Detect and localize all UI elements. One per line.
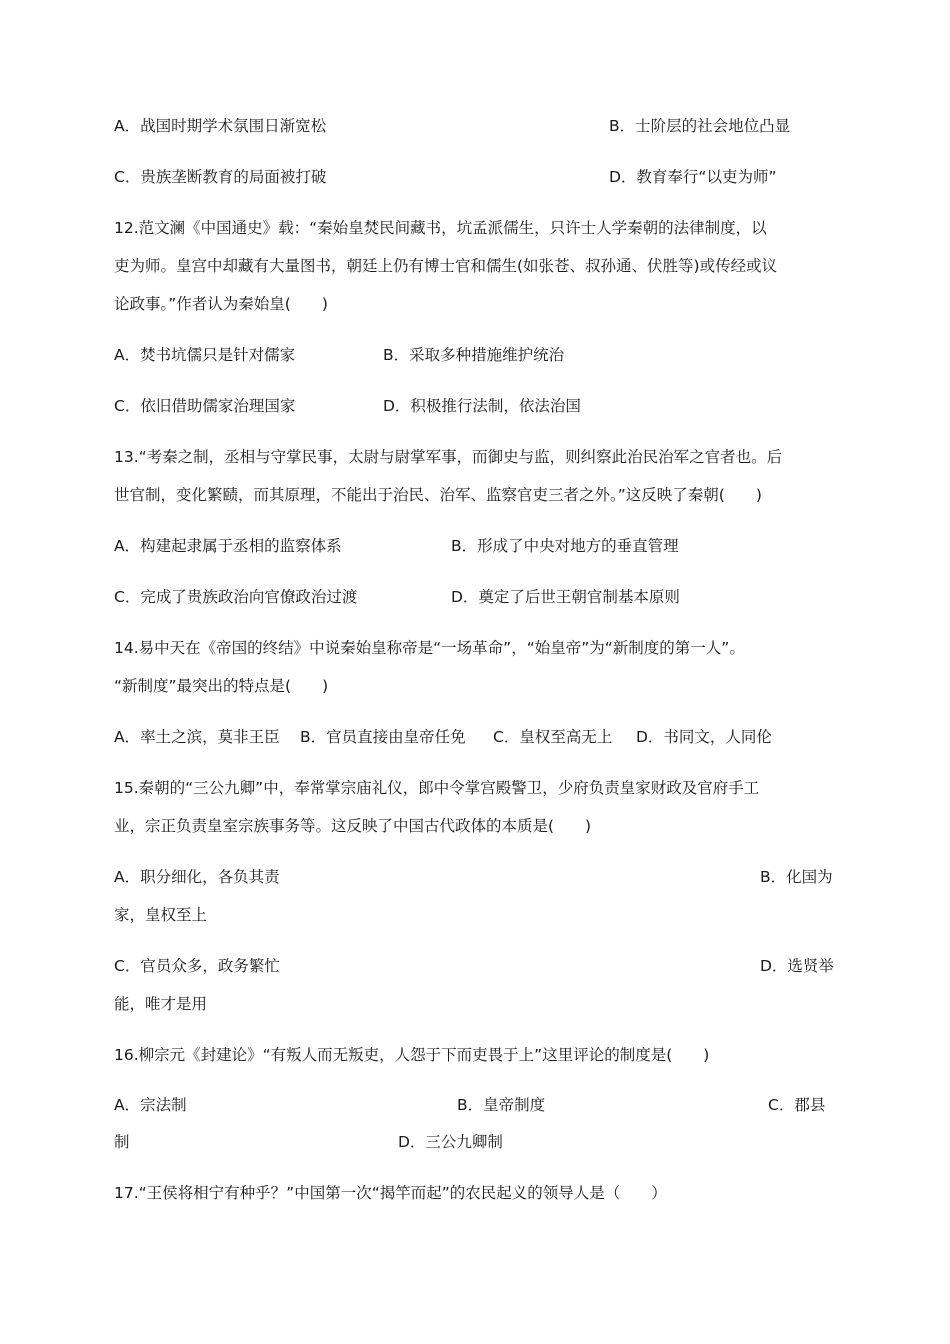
q15-stem-line-1: 15.秦朝的“三公九卿”中，奉常掌宗庙礼仪，郎中令掌宫殿警卫，少府负责皇家财政及官府手工 (114, 779, 760, 797)
q15-option-c: C．官员众多，政务繁忙 (114, 957, 280, 975)
q11-option-d: D．教育奉行“以吏为师” (609, 168, 777, 186)
q12-stem-line-2: 吏为师。皇宫中却藏有大量图书，朝廷上仍有博士官和儒生(如张苍、叔孙通、伏胜等)或传经或议 (114, 257, 778, 275)
q14-option-d: D．书同文，人同伦 (636, 728, 772, 746)
q14-option-b: B．官员直接由皇帝任免 (300, 728, 466, 746)
q16-stem: 16.柳宗元《封建论》“有叛人而无叛吏，人怨于下而吏畏于上”这里评论的制度是( ) (114, 1046, 710, 1064)
q12-stem-line-1: 12.范文澜《中国通史》载：“秦始皇焚民间藏书，坑孟派儒生，只许士人学秦朝的法律制度，以 (114, 219, 767, 237)
q14-stem-line-2: “新制度”最突出的特点是( ) (114, 677, 329, 695)
q11-option-c: C．贵族垄断教育的局面被打破 (114, 168, 327, 186)
q14-option-a: A．率土之滨，莫非王臣 (114, 728, 280, 746)
q15-option-d-continued: 能，唯才是用 (114, 995, 208, 1013)
q12-option-b: B．采取多种措施维护统治 (383, 346, 565, 364)
q12-option-a: A．焚书坑儒只是针对儒家 (114, 346, 296, 364)
q14-stem-line-1: 14.易中天在《帝国的终结》中说秦始皇称帝是“一场革命”，“始皇帝”为“新制度的第一人”。 (114, 639, 745, 657)
q16-option-a: A．宗法制 (114, 1096, 187, 1114)
q15-stem-line-2: 业，宗正负责皇室宗族事务等。这反映了中国古代政体的本质是( ) (114, 817, 592, 835)
q11-option-a: A．战国时期学术氛围日渐宽松 (114, 117, 327, 135)
q11-option-b: B．士阶层的社会地位凸显 (609, 117, 791, 135)
q12-option-c: C．依旧借助儒家治理国家 (114, 397, 296, 415)
q16-option-c: C．郡县 (768, 1096, 826, 1114)
q15-option-b: B．化国为 (760, 868, 833, 886)
q15-option-d: D．选贤举 (760, 957, 834, 975)
q13-stem-line-1: 13.“考秦之制，丞相与守掌民事，太尉与尉掌军事，而御史与监，则纠察此治民治军之官者也。后 (114, 448, 783, 466)
q16-option-d: D．三公九卿制 (398, 1133, 503, 1151)
q16-option-c-continued: 制 (114, 1133, 130, 1151)
q13-option-c: C．完成了贵族政治向官僚政治过渡 (114, 588, 358, 606)
q15-option-b-continued: 家，皇权至上 (114, 906, 208, 924)
q12-option-d: D．积极推行法制，依法治国 (383, 397, 581, 415)
q12-stem-line-3: 论政事。”作者认为秦始皇( ) (114, 295, 328, 313)
q13-stem-line-2: 世官制，变化繁赜，而其原理，不能出于治民、治军、监察官吏三者之外。”这反映了秦朝( ) (114, 486, 762, 504)
q13-option-b: B．形成了中央对地方的垂直管理 (451, 537, 679, 555)
q13-option-d: D．奠定了后世王朝官制基本原则 (451, 588, 680, 606)
q16-option-b: B．皇帝制度 (457, 1096, 546, 1114)
q14-option-c: C．皇权至高无上 (493, 728, 613, 746)
q15-option-a: A．职分细化，各负其责 (114, 868, 280, 886)
q13-option-a: A．构建起隶属于丞相的监察体系 (114, 537, 342, 555)
q17-stem: 17.“王侯将相宁有种乎？”中国第一次“揭竿而起”的农民起义的领导人是（ ） (114, 1184, 667, 1202)
